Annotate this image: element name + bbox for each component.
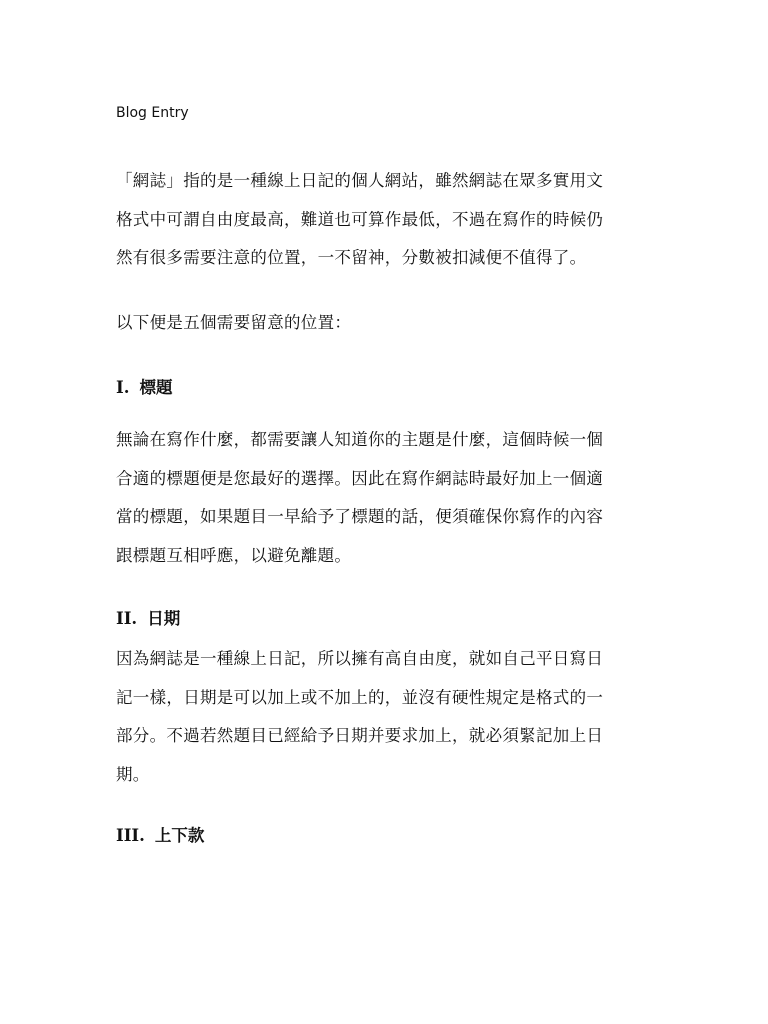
section-number: III. — [116, 826, 145, 845]
text-line: 當的標題，如果題目一早給予了標題的話，便須確保你寫作的內容 — [116, 507, 604, 526]
section-heading-salutation — [116, 824, 204, 848]
text-line: 以下便是五個需要留意的位置： — [116, 313, 352, 332]
text-line: 格式中可謂自由度最高，難道也可算作最低，不過在寫作的時候仍 — [116, 209, 604, 229]
section-paragraph-date — [116, 640, 646, 794]
text-line: 記一樣，日期是可以加上或不加上的，並沒有硬性規定是格式的一 — [116, 687, 604, 707]
section-paragraph-title — [116, 421, 646, 575]
text-line: 然有很多需要注意的位置，一不留神，分數被扣減便不值得了。 — [116, 248, 587, 267]
text-line: 「網誌」指的是一種線上日記的個人網站，雖然網誌在眾多實用文 — [116, 171, 604, 190]
section-number: II. — [116, 609, 138, 628]
text-line: 跟標題互相呼應，以避免離題。 — [116, 545, 352, 565]
document-heading: Blog Entry — [116, 105, 189, 121]
text-line: 期。 — [116, 764, 150, 784]
section-number: I. — [116, 378, 130, 397]
text-line: 合適的標題便是您最好的選擇。因此在寫作網誌時最好加上一個適 — [116, 468, 604, 488]
section-heading-date — [116, 607, 180, 631]
lead-in-paragraph — [116, 304, 646, 343]
text-line: 因為網誌是一種線上日記，所以擁有高自由度，就如自己平日寫日 — [116, 649, 604, 668]
intro-paragraph — [116, 162, 646, 278]
section-title: 上下款 — [154, 826, 205, 845]
section-title: 日期 — [147, 609, 181, 628]
section-title: 標題 — [139, 378, 173, 397]
section-heading-title — [116, 376, 172, 400]
text-line: 無論在寫作什麼，都需要讓人知道你的主題是什麼，這個時候一個 — [116, 430, 604, 449]
text-line: 部分。不過若然題目已經給予日期并要求加上，就必須緊記加上日 — [116, 726, 604, 745]
